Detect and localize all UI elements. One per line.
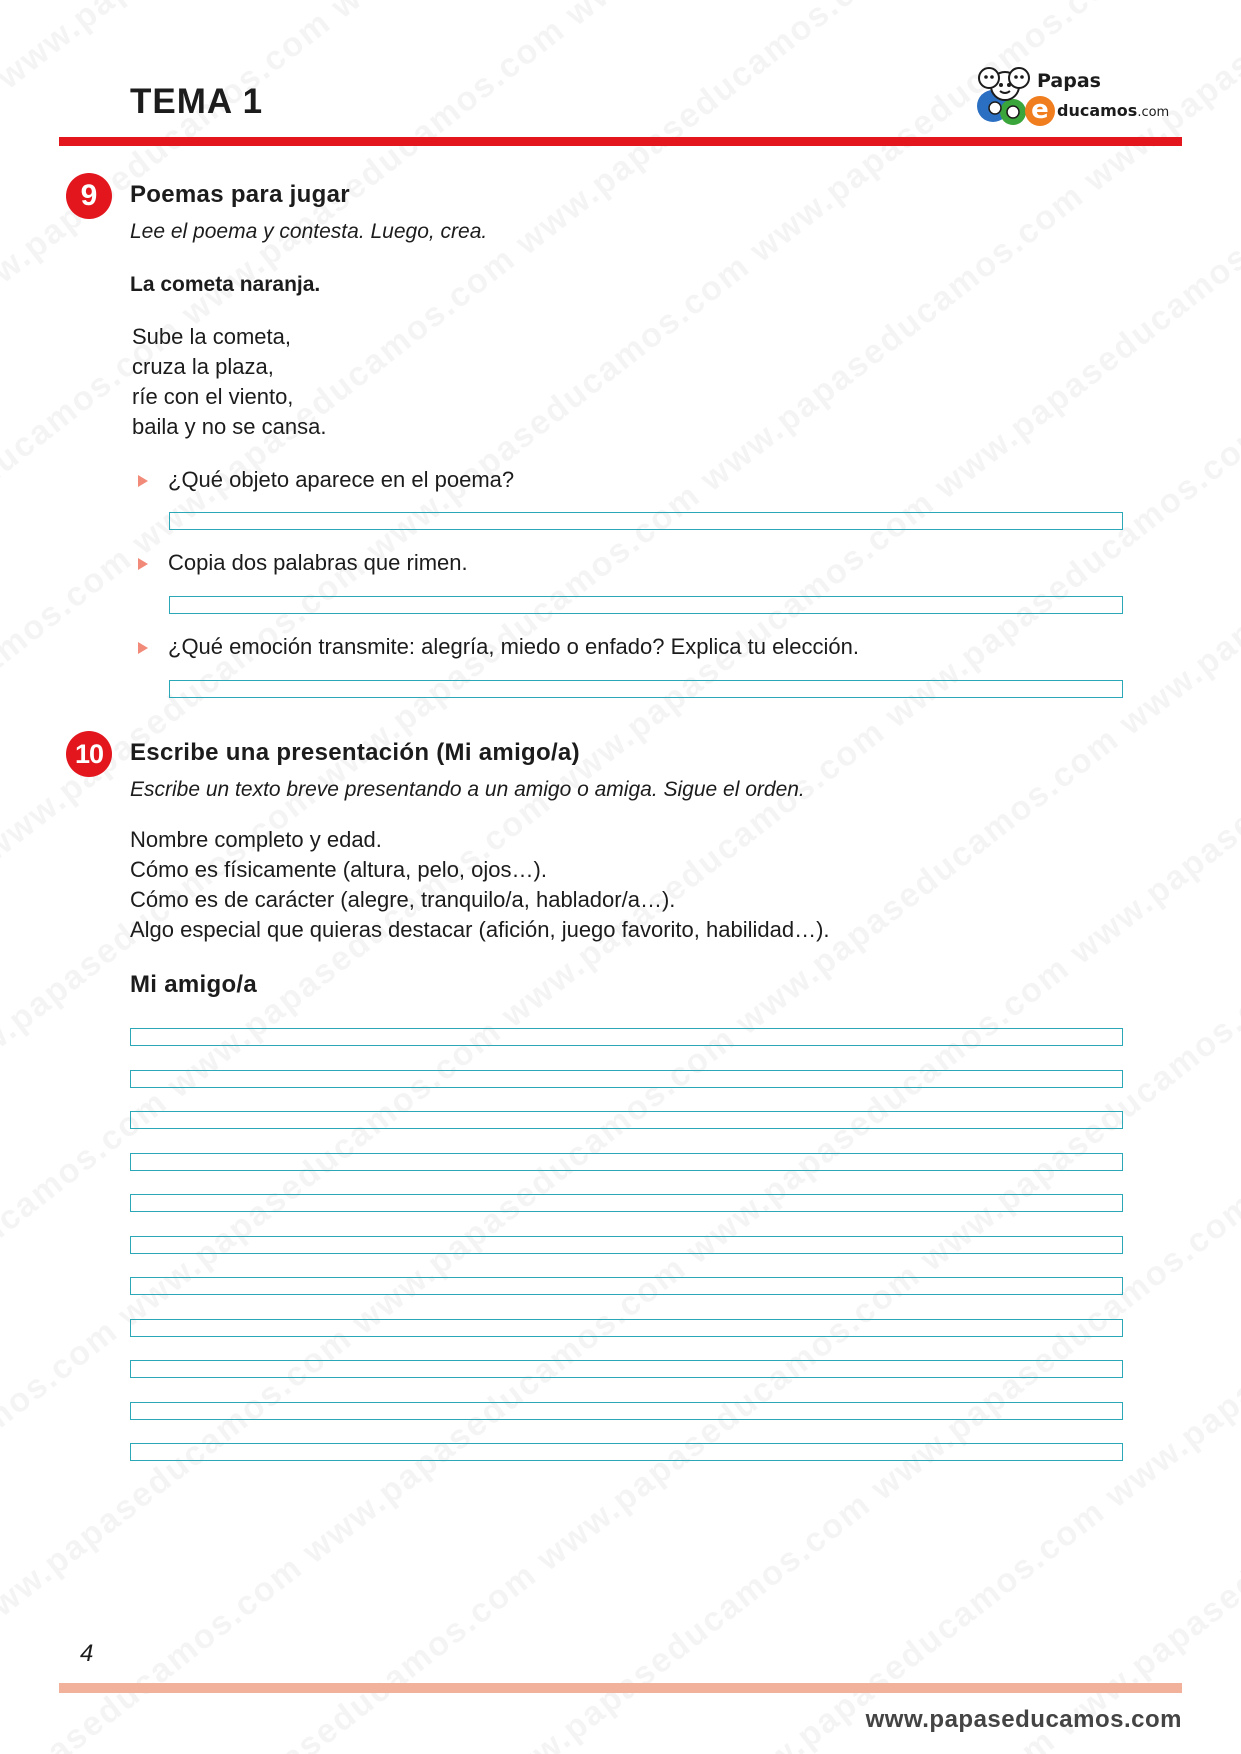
poem-line: ríe con el viento, [132,384,294,409]
guide-line: Cómo es de carácter (alegre, tranquilo/a, hablador/a…). [130,887,676,912]
papaseducamos-logo [975,62,1185,132]
writing-line[interactable] [130,1028,1123,1046]
writing-line[interactable] [130,1402,1123,1420]
exercise-instruction: Escribe un texto breve presentando a un amigo o amiga. Sigue el orden. [130,778,805,801]
page-number: 4 [80,1640,94,1667]
answer-line[interactable] [169,512,1123,530]
question-text: ¿Qué emoción transmite: alegría, miedo o enfado? Explica tu elección. [168,634,859,659]
poem-line: Sube la cometa, [132,324,291,349]
answer-line[interactable] [169,680,1123,698]
writing-line[interactable] [130,1236,1123,1254]
answer-line[interactable] [169,596,1123,614]
poem-line: baila y no se cansa. [132,414,327,439]
exercise-instruction: Lee el poema y contesta. Luego, crea. [130,220,488,243]
exercise-title: Poemas para jugar [130,181,350,208]
poem-line: cruza la plaza, [132,354,274,379]
guide-list [130,825,830,945]
footer-divider [59,1683,1182,1693]
writing-line[interactable] [130,1277,1123,1295]
logo-e-badge: e [1025,96,1055,126]
question-text: Copia dos palabras que rimen. [168,550,468,575]
writing-line[interactable] [130,1194,1123,1212]
question-text: ¿Qué objeto aparece en el poema? [168,467,515,492]
writing-line[interactable] [130,1070,1123,1088]
guide-line: Algo especial que quieras destacar (afición, juego favorito, habilidad…). [130,917,830,942]
family-faces-icon [975,64,1035,130]
logo-text-ducamos: ducamos.com [1057,101,1170,120]
page-title: TEMA 1 [130,82,264,121]
writing-line[interactable] [130,1153,1123,1171]
writing-line[interactable] [130,1111,1123,1129]
guide-line: Cómo es físicamente (altura, pelo, ojos…). [130,857,547,882]
poem-body [132,322,326,442]
writing-line[interactable] [130,1360,1123,1378]
header-divider [59,137,1182,146]
bullet-arrow-icon [138,475,148,487]
guide-line: Nombre completo y edad. [130,827,382,852]
exercise-title: Escribe una presentación (Mi amigo/a) [130,739,580,766]
writing-line[interactable] [130,1319,1123,1337]
exercise-number-badge: 10 [66,731,112,777]
footer-url[interactable]: www.papaseducamos.com [865,1706,1182,1733]
bullet-arrow-icon [138,558,148,570]
exercise-number-badge: 9 [66,173,112,219]
logo-text-papas: Papas [1037,70,1101,92]
writing-subtitle: Mi amigo/a [130,971,258,998]
poem-title: La cometa naranja. [130,273,321,296]
bullet-arrow-icon [138,642,148,654]
writing-line[interactable] [130,1443,1123,1461]
